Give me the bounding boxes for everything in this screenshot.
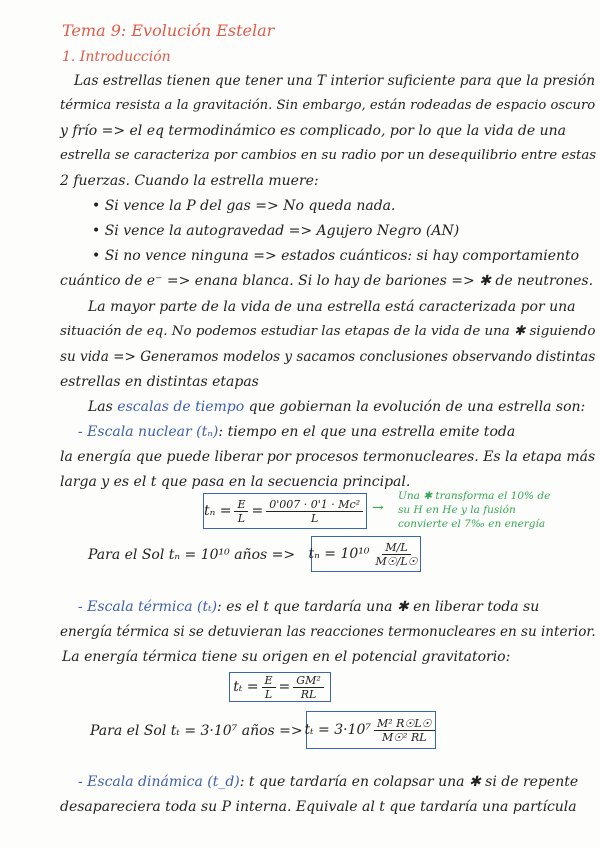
thermal-fraction-1-num: E [262,674,276,688]
nuclear-fraction-1-num: E [234,498,248,512]
nuclear-sun-text: Para el Sol tₙ = 10¹⁰ años => [88,547,296,563]
thermal-line-2: energía térmica si se detuvieran las reacciones termonucleares en su interior. [60,624,596,640]
thermal-line-1-rest: : es el t que tardaría una ✱ en liberar toda su [217,599,540,615]
nuclear-sun-num: M/L [382,541,410,555]
nuclear-note-2: su H en He y la fusión [398,504,516,516]
thermal-sun-num: M² R☉L☉ [374,717,434,731]
thermal-formula-lhs: tₜ = [233,679,259,695]
dynamic-line-1-rest: : t que tardaría en colapsar una ✱ si de repente [239,774,579,790]
para2-line-2: situación de eq. No podemos estudiar las etapas de la vida de una ✱ siguiendo [60,324,596,339]
nuclear-sun-box [308,536,421,572]
bullet-3: • Si no vence ninguna => estados cuánticos: si hay comportamiento [92,248,580,264]
bullet-2-text: Si vence la autogravedad => Agujero Negro (AN) [104,223,460,239]
scales-intro-post: que gobiernan la evolución de una estrella son: [248,399,586,415]
bullet-1-text: Si vence la P del gas => No queda nada. [104,198,396,214]
nuclear-line-3: larga y es el t que pasa en la secuencia principal. [60,474,411,490]
section-heading: 1. Introducción [62,49,171,65]
thermal-fraction-2-den: RL [300,687,317,701]
page-title: Tema 9: Evolución Estelar [62,21,275,40]
thermal-label: - Escala térmica (tₜ) [78,599,218,615]
thermal-sun-lhs: tₜ = 3·10⁷ [304,722,372,738]
thermal-line-1 [78,598,539,616]
nuclear-sun-den: M☉/L☉ [375,554,418,568]
thermal-formula-box [229,672,331,702]
nuclear-note-3: convierte el 7‰ en energía [398,518,546,530]
green-arrow-icon: → [372,500,384,516]
nuclear-sun-fraction [373,541,421,568]
thermal-sun-fraction [374,717,434,744]
nuclear-formula-box [203,493,367,529]
thermal-sun-text: Para el Sol tₜ = 3·10⁷ años => [90,723,303,739]
para2-line-1: La mayor parte de la vida de una estrella está caracterizada por una [88,299,576,315]
thermal-fraction-1 [262,674,276,701]
nuclear-formula-lhs: tₙ = [203,503,232,519]
scales-intro [88,398,585,416]
dynamic-line-1 [78,773,578,791]
para2-line-3: su vida => Generamos modelos y sacamos conclusiones observando distintas [60,349,596,365]
thermal-fraction-2 [293,674,323,701]
thermal-fraction-2-num: GM² [293,674,323,688]
nuclear-formula-eq: = [251,503,264,519]
nuclear-note-1: Una ✱ transforma el 10% de [398,490,551,502]
thermal-sun-den: M☉² RL [381,730,427,744]
thermal-fraction-1-den: L [264,687,273,701]
nuclear-fraction-2-num: 0'007 · 0'1 · Mc² [266,498,363,512]
bullet-3-text: Si no vence ninguna => estados cuánticos: si hay comportamiento [104,248,580,264]
nuclear-line-1-rest: : tiempo en el que una estrella emite toda [218,424,516,440]
intro-line-5: 2 fuerzas. Cuando la estrella muere: [60,173,319,189]
bullet-1: • Si vence la P del gas => No queda nada. [92,198,396,214]
intro-line-2: térmica resista a la gravitación. Sin embargo, están rodeadas de espacio oscuro [60,98,596,113]
nuclear-fraction-2 [266,498,363,525]
thermal-formula-eq: = [278,679,291,695]
nuclear-fraction-1 [234,498,248,525]
scales-intro-highlight: escalas de tiempo [117,399,245,415]
dynamic-label: - Escala dinámica (t_d) [78,774,240,790]
thermal-line-3: La energía térmica tiene su origen en el potencial gravitatorio: [62,649,511,665]
nuclear-fraction-2-den: L [310,511,319,525]
nuclear-line-1 [78,423,515,441]
bullet-3-continuation: cuántico de e⁻ => enana blanca. Si lo hay de bariones => ✱ de neutrones. [60,273,594,289]
nuclear-label: - Escala nuclear (tₙ) [78,424,219,440]
para2-line-4: estrellas en distintas etapas [60,374,259,390]
thermal-sun-box [306,711,436,749]
intro-line-1: Las estrellas tienen que tener una T interior suficiente para que la presión [74,73,596,89]
intro-line-3: y frío => el eq termodinámico es complicado, por lo que la vida de una [60,123,566,139]
nuclear-line-2: la energía que puede liberar por procesos termonucleares. Es la etapa más [60,449,596,465]
nuclear-sun-lhs: tₙ = 10¹⁰ [308,546,370,562]
dynamic-line-2: desapareciera toda su P interna. Equivale al t que tardaría una partícula [60,799,577,815]
nuclear-fraction-1-den: L [237,511,246,525]
bullet-2: • Si vence la autogravedad => Agujero Negro (AN) [92,223,460,239]
intro-line-4: estrella se caracteriza por cambios en su radio por un desequilibrio entre estas [60,148,597,163]
scales-intro-pre: Las [88,399,113,415]
